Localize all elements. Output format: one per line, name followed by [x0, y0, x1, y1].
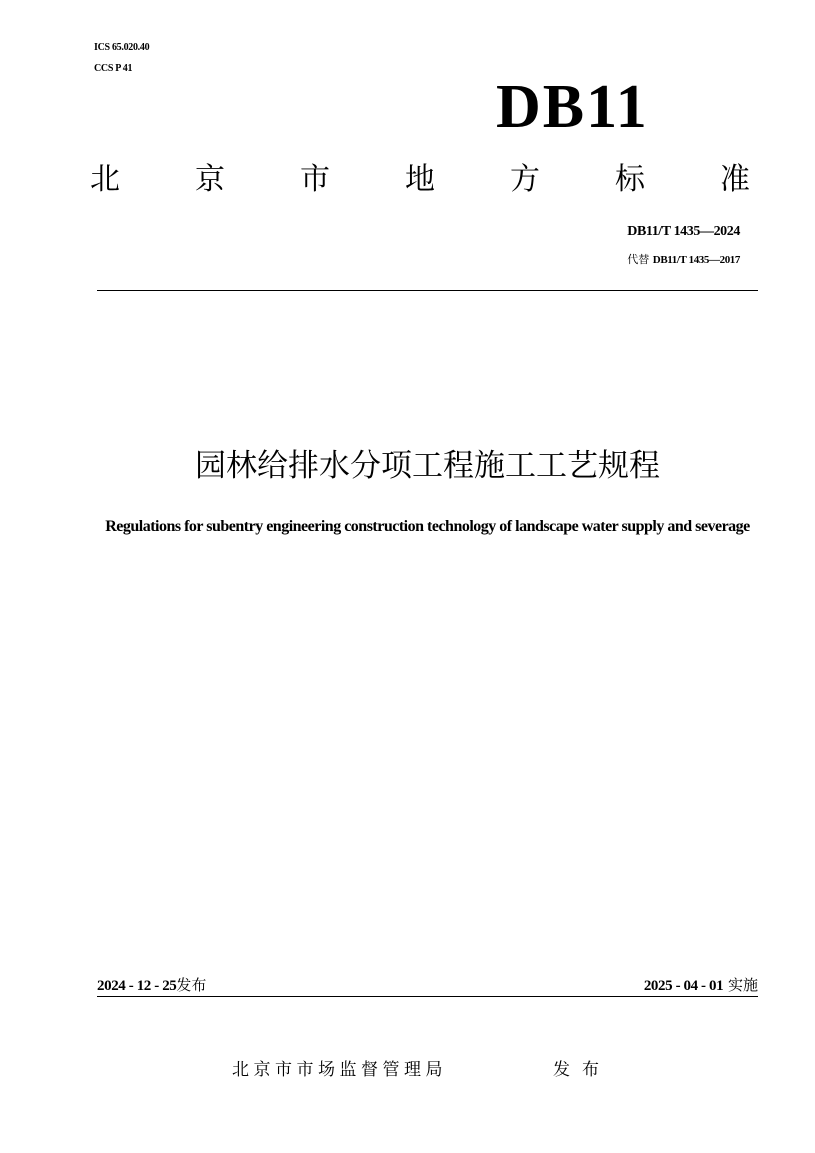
- ics-code: ICS 65.020.40: [94, 42, 150, 53]
- standard-code-logo: DB11: [496, 73, 649, 141]
- document-title-chinese: 园林给排水分项工程施工工艺规程: [195, 448, 660, 484]
- issue-date-line: [97, 974, 206, 995]
- bottom-divider: [97, 996, 758, 997]
- top-divider: [97, 290, 758, 291]
- standard-type-char: 北: [90, 162, 120, 197]
- replaces-number: DB11/T 1435—2017: [652, 254, 740, 266]
- replaces-label: 代替: [627, 253, 650, 266]
- replaces-line: [627, 251, 740, 267]
- standard-type-char: 准: [720, 162, 750, 197]
- ccs-code: CCS P 41: [94, 63, 133, 74]
- implement-date: 2025 - 04 - 01: [643, 978, 724, 994]
- standard-type-char: 地: [405, 162, 435, 197]
- implement-date-line: [644, 974, 758, 995]
- standard-type-char: 标: [615, 162, 645, 197]
- document-title-english: Regulations for subentry engineering construction technology of landscape water supply and severage: [105, 518, 750, 535]
- issue-label: 发布: [176, 976, 207, 994]
- standard-number: DB11/T 1435—2024: [627, 224, 740, 239]
- issue-date: 2024 - 12 - 25: [97, 978, 177, 994]
- publish-label: 发布: [553, 1060, 611, 1080]
- standard-type-heading: [90, 160, 750, 200]
- standard-type-char: 京: [195, 162, 225, 197]
- publisher-name: 北京市市场监督管理局: [232, 1060, 447, 1080]
- standard-type-char: 方: [510, 162, 540, 197]
- standard-type-char: 市: [300, 162, 330, 197]
- implement-label: 实施: [727, 976, 758, 994]
